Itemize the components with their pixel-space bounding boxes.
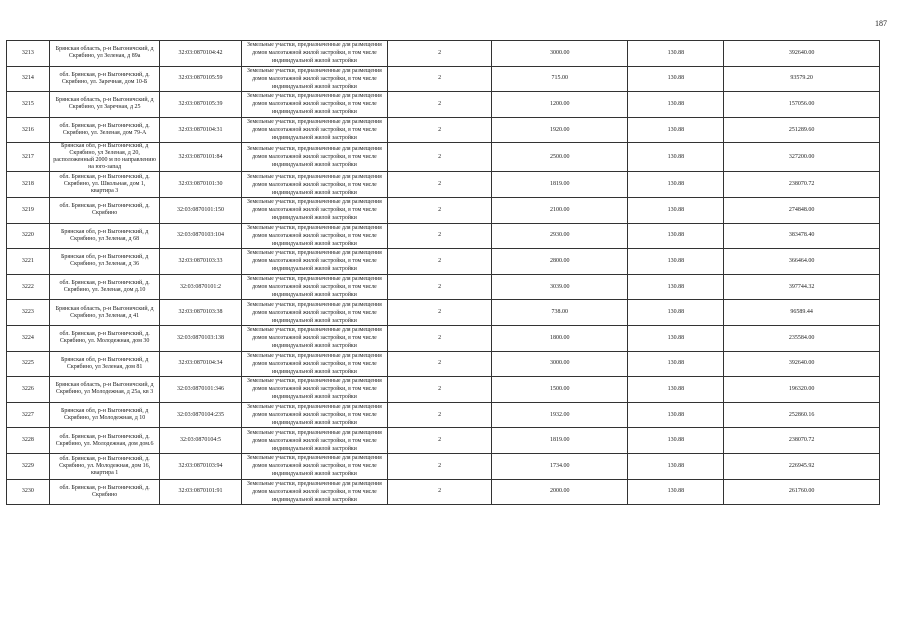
area-cell: 1500.00 — [491, 377, 627, 403]
address-cell: обл. Брянская, р-н Выгоничский, д. Скрябино, ул. Молодежная, дом 16, квартира 1 — [49, 453, 160, 479]
table-row — [7, 66, 880, 92]
address-cell: Брянская область, р-н Выгоничский, д Скрябино, ул Зеленая, д 89а — [49, 41, 160, 67]
row-number-cell: 3217 — [7, 143, 50, 172]
land-use-description-cell: Земельные участки, предназначенные для размещения домов малоэтажной жилой застройки, в том числе индивидуальной жилой застройки — [241, 249, 388, 275]
row-number-cell: 3229 — [7, 453, 50, 479]
group-cell: 2 — [388, 143, 492, 172]
row-number-cell: 3228 — [7, 428, 50, 454]
row-number-cell: 3224 — [7, 325, 50, 351]
area-cell: 3039.00 — [491, 274, 627, 300]
specific-value-cell: 130.88 — [628, 274, 724, 300]
cadastral-value-cell: 251289.60 — [724, 117, 880, 143]
cadastral-value-cell: 238070.72 — [724, 428, 880, 454]
group-cell: 2 — [388, 377, 492, 403]
address-cell: обл. Брянская, р-н Выгоничский, д. Скрябино, ул. Зеленая, дом 79-А — [49, 117, 160, 143]
specific-value-cell: 130.88 — [628, 66, 724, 92]
cadastral-number-cell: 32:03:0870103:38 — [160, 300, 241, 326]
row-number-cell: 3220 — [7, 223, 50, 249]
specific-value-cell: 130.88 — [628, 223, 724, 249]
specific-value-cell: 130.88 — [628, 143, 724, 172]
table-row — [7, 351, 880, 377]
address-cell: Брянская область, р-н Выгоничский, д Скрябино, ул Заречная, д 25 — [49, 92, 160, 118]
group-cell: 2 — [388, 197, 492, 223]
area-cell: 1932.00 — [491, 402, 627, 428]
address-cell: обл. Брянская, р-н Выгоничский, д. Скрябино, ул. Молодежная, дом 30 — [49, 325, 160, 351]
row-number-cell: 3216 — [7, 117, 50, 143]
specific-value-cell: 130.88 — [628, 300, 724, 326]
address-cell: Брянская обл, р-н Выгоничский, д Скрябино, ул Зеленая, дом 81 — [49, 351, 160, 377]
cadastral-value-cell: 397744.32 — [724, 274, 880, 300]
area-cell: 2100.00 — [491, 197, 627, 223]
cadastral-number-cell: 32:03:0870105:39 — [160, 92, 241, 118]
address-cell: Брянская обл, р-н Выгоничский, д Скрябино, ул Зеленая, д 36 — [49, 249, 160, 275]
address-cell: обл. Брянская, р-н Выгоничский, д. Скрябино, ул. Молодежная, дом дом.6 — [49, 428, 160, 454]
area-cell: 1734.00 — [491, 453, 627, 479]
row-number-cell: 3225 — [7, 351, 50, 377]
specific-value-cell: 130.88 — [628, 41, 724, 67]
specific-value-cell: 130.88 — [628, 377, 724, 403]
specific-value-cell: 130.88 — [628, 453, 724, 479]
row-number-cell: 3218 — [7, 172, 50, 198]
table-row — [7, 428, 880, 454]
row-number-cell: 3219 — [7, 197, 50, 223]
group-cell: 2 — [388, 274, 492, 300]
table-row — [7, 117, 880, 143]
land-use-description-cell: Земельные участки, предназначенные для размещения домов малоэтажной жилой застройки, в том числе индивидуальной жилой застройки — [241, 172, 388, 198]
group-cell: 2 — [388, 66, 492, 92]
land-use-description-cell: Земельные участки, предназначенные для размещения домов малоэтажной жилой застройки, в том числе индивидуальной жилой застройки — [241, 143, 388, 172]
area-cell: 1920.00 — [491, 117, 627, 143]
cadastral-value-cell: 93579.20 — [724, 66, 880, 92]
group-cell: 2 — [388, 117, 492, 143]
area-cell: 1819.00 — [491, 428, 627, 454]
group-cell: 2 — [388, 92, 492, 118]
group-cell: 2 — [388, 351, 492, 377]
group-cell: 2 — [388, 300, 492, 326]
address-cell: обл. Брянская, р-н Выгоничский, д. Скрябино, ул. Школьная, дом 1, квартира 3 — [49, 172, 160, 198]
address-cell: обл. Брянская, р-н Выгоничский, д. Скрябино — [49, 479, 160, 505]
land-use-description-cell: Земельные участки, предназначенные для размещения домов малоэтажной жилой застройки, в том числе индивидуальной жилой застройки — [241, 197, 388, 223]
address-cell: обл. Брянская, р-н Выгоничский, д. Скрябино — [49, 197, 160, 223]
land-use-description-cell: Земельные участки, предназначенные для размещения домов малоэтажной жилой застройки, в том числе индивидуальной жилой застройки — [241, 325, 388, 351]
row-number-cell: 3227 — [7, 402, 50, 428]
group-cell: 2 — [388, 41, 492, 67]
address-cell: Брянская область, р-н Выгоничский, д Скрябино, ул Зеленая, д 41 — [49, 300, 160, 326]
area-cell: 2800.00 — [491, 249, 627, 275]
specific-value-cell: 130.88 — [628, 197, 724, 223]
table-row — [7, 41, 880, 67]
area-cell: 715.00 — [491, 66, 627, 92]
specific-value-cell: 130.88 — [628, 92, 724, 118]
table-row — [7, 274, 880, 300]
table-row — [7, 92, 880, 118]
row-number-cell: 3214 — [7, 66, 50, 92]
group-cell: 2 — [388, 172, 492, 198]
row-number-cell: 3213 — [7, 41, 50, 67]
cadastral-value-cell: 366464.00 — [724, 249, 880, 275]
row-number-cell: 3215 — [7, 92, 50, 118]
cadastral-number-cell: 32:03:0870101:150 — [160, 197, 241, 223]
area-cell: 1819.00 — [491, 172, 627, 198]
specific-value-cell: 130.88 — [628, 402, 724, 428]
table-row — [7, 300, 880, 326]
land-use-description-cell: Земельные участки, предназначенные для размещения домов малоэтажной жилой застройки, в том числе индивидуальной жилой застройки — [241, 402, 388, 428]
group-cell: 2 — [388, 223, 492, 249]
cadastral-value-cell: 238070.72 — [724, 172, 880, 198]
cadastral-number-cell: 32:03:0870104:5 — [160, 428, 241, 454]
cadastral-value-cell: 157056.00 — [724, 92, 880, 118]
cadastral-number-cell: 32:03:0870104:34 — [160, 351, 241, 377]
table-row — [7, 453, 880, 479]
land-use-description-cell: Земельные участки, предназначенные для размещения домов малоэтажной жилой застройки, в том числе индивидуальной жилой застройки — [241, 377, 388, 403]
row-number-cell: 3222 — [7, 274, 50, 300]
cadastral-number-cell: 32:03:0870104:42 — [160, 41, 241, 67]
cadastral-value-cell: 392640.00 — [724, 41, 880, 67]
group-cell: 2 — [388, 428, 492, 454]
specific-value-cell: 130.88 — [628, 249, 724, 275]
table-row — [7, 197, 880, 223]
land-use-description-cell: Земельные участки, предназначенные для размещения домов малоэтажной жилой застройки, в том числе индивидуальной жилой застройки — [241, 479, 388, 505]
area-cell: 738.00 — [491, 300, 627, 326]
cadastral-number-cell: 32:03:0870101:84 — [160, 143, 241, 172]
address-cell: обл. Брянская, р-н Выгоничский, д. Скрябино, ул. Заречная, дом 10-Б — [49, 66, 160, 92]
specific-value-cell: 130.88 — [628, 428, 724, 454]
cadastral-number-cell: 32:03:0870104:235 — [160, 402, 241, 428]
specific-value-cell: 130.88 — [628, 117, 724, 143]
specific-value-cell: 130.88 — [628, 325, 724, 351]
cadastral-number-cell: 32:03:0870101:91 — [160, 479, 241, 505]
cadastral-value-cell: 327200.00 — [724, 143, 880, 172]
table-row — [7, 172, 880, 198]
cadastral-value-cell: 235584.00 — [724, 325, 880, 351]
specific-value-cell: 130.88 — [628, 351, 724, 377]
cadastral-number-cell: 32:03:0870101:346 — [160, 377, 241, 403]
cadastral-number-cell: 32:03:0870101:2 — [160, 274, 241, 300]
table-row — [7, 402, 880, 428]
table-row — [7, 377, 880, 403]
group-cell: 2 — [388, 479, 492, 505]
address-cell: Брянская область, р-н Выгоничский, д Скрябино, ул Молодежная, д 25а, кв 3 — [49, 377, 160, 403]
group-cell: 2 — [388, 402, 492, 428]
cadastral-number-cell: 32:03:0870101:30 — [160, 172, 241, 198]
row-number-cell: 3223 — [7, 300, 50, 326]
area-cell: 3000.00 — [491, 41, 627, 67]
cadastral-value-cell: 383478.40 — [724, 223, 880, 249]
table-row — [7, 143, 880, 172]
cadastral-value-cell: 261760.00 — [724, 479, 880, 505]
land-use-description-cell: Земельные участки, предназначенные для размещения домов малоэтажной жилой застройки, в том числе индивидуальной жилой застройки — [241, 428, 388, 454]
area-cell: 2500.00 — [491, 143, 627, 172]
cadastral-value-cell: 196320.00 — [724, 377, 880, 403]
cadastral-value-cell: 96589.44 — [724, 300, 880, 326]
specific-value-cell: 130.88 — [628, 479, 724, 505]
area-cell: 3000.00 — [491, 351, 627, 377]
address-cell: Брянская обл, р-н Выгоничский, д Скрябино, ул Зеленая, д 68 — [49, 223, 160, 249]
group-cell: 2 — [388, 325, 492, 351]
table-row — [7, 249, 880, 275]
cadastral-register-table — [6, 40, 880, 505]
land-use-description-cell: Земельные участки, предназначенные для размещения домов малоэтажной жилой застройки, в том числе индивидуальной жилой застройки — [241, 351, 388, 377]
cadastral-value-cell: 226945.92 — [724, 453, 880, 479]
row-number-cell: 3221 — [7, 249, 50, 275]
address-cell: обл. Брянская, р-н Выгоничский, д. Скрябино, ул. Зеленая, дом д.10 — [49, 274, 160, 300]
table-row — [7, 223, 880, 249]
land-use-description-cell: Земельные участки, предназначенные для размещения домов малоэтажной жилой застройки, в том числе индивидуальной жилой застройки — [241, 453, 388, 479]
table-row — [7, 479, 880, 505]
cadastral-number-cell: 32:03:0870103:94 — [160, 453, 241, 479]
row-number-cell: 3230 — [7, 479, 50, 505]
area-cell: 2000.00 — [491, 479, 627, 505]
group-cell: 2 — [388, 249, 492, 275]
cadastral-number-cell: 32:03:0870103:138 — [160, 325, 241, 351]
address-cell: Брянская обл, р-н Выгоничский, д Скрябино, ул Молодежная, д 10 — [49, 402, 160, 428]
area-cell: 1200.00 — [491, 92, 627, 118]
land-use-description-cell: Земельные участки, предназначенные для размещения домов малоэтажной жилой застройки, в том числе индивидуальной жилой застройки — [241, 92, 388, 118]
cadastral-value-cell: 274848.00 — [724, 197, 880, 223]
cadastral-value-cell: 252860.16 — [724, 402, 880, 428]
cadastral-value-cell: 392640.00 — [724, 351, 880, 377]
land-use-description-cell: Земельные участки, предназначенные для размещения домов малоэтажной жилой застройки, в том числе индивидуальной жилой застройки — [241, 274, 388, 300]
land-use-description-cell: Земельные участки, предназначенные для размещения домов малоэтажной жилой застройки, в том числе индивидуальной жилой застройки — [241, 117, 388, 143]
land-use-description-cell: Земельные участки, предназначенные для размещения домов малоэтажной жилой застройки, в том числе индивидуальной жилой застройки — [241, 223, 388, 249]
cadastral-number-cell: 32:03:0870103:104 — [160, 223, 241, 249]
land-use-description-cell: Земельные участки, предназначенные для размещения домов малоэтажной жилой застройки, в том числе индивидуальной жилой застройки — [241, 66, 388, 92]
cadastral-number-cell: 32:03:0870103:33 — [160, 249, 241, 275]
table-body — [7, 41, 880, 505]
land-use-description-cell: Земельные участки, предназначенные для размещения домов малоэтажной жилой застройки, в том числе индивидуальной жилой застройки — [241, 300, 388, 326]
page-number: 187 — [875, 19, 887, 28]
cadastral-number-cell: 32:03:0870105:59 — [160, 66, 241, 92]
table-row — [7, 325, 880, 351]
specific-value-cell: 130.88 — [628, 172, 724, 198]
address-cell: Брянская обл, р-н Выгоничский, д Скрябино, ул Зеленая, д 20, расположенный 2000 м по направлению на юго-запад — [49, 143, 160, 172]
area-cell: 1800.00 — [491, 325, 627, 351]
row-number-cell: 3226 — [7, 377, 50, 403]
area-cell: 2930.00 — [491, 223, 627, 249]
group-cell: 2 — [388, 453, 492, 479]
cadastral-number-cell: 32:03:0870104:31 — [160, 117, 241, 143]
land-use-description-cell: Земельные участки, предназначенные для размещения домов малоэтажной жилой застройки, в том числе индивидуальной жилой застройки — [241, 41, 388, 67]
